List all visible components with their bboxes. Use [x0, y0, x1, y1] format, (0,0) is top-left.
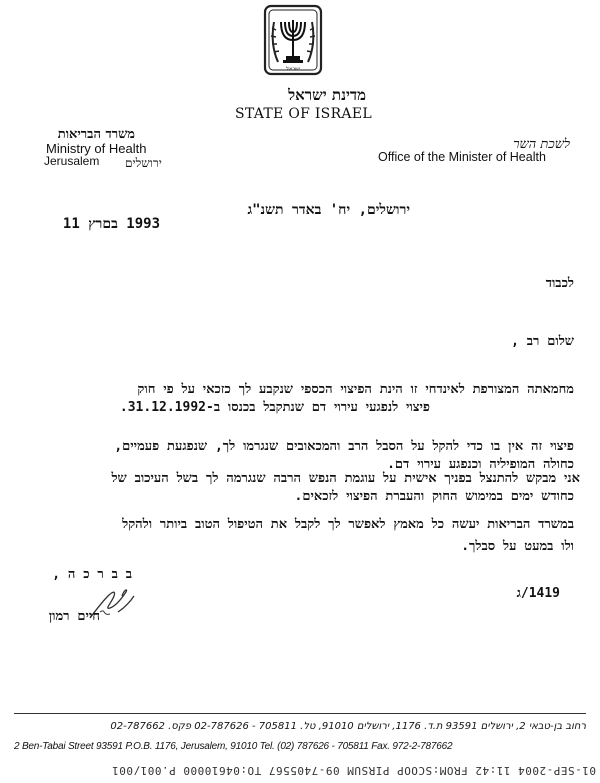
state-emblem-icon: [262, 4, 324, 76]
greeting: שלום רב ,: [511, 334, 574, 349]
footer-divider: [14, 713, 586, 714]
state-name-english: STATE OF ISRAEL: [235, 106, 372, 122]
closing: ב ב ר כ ה ,: [52, 567, 132, 582]
paragraph-3-line-1: אני מבקש להתנצל בפניך אישית על עוגמת הנפש הרבה שנגרמה לך בשל העיכוב של: [111, 471, 580, 486]
office-name-hebrew: לשכת השר: [513, 137, 570, 152]
ministry-city-hebrew: ירושלים: [125, 156, 162, 170]
footer-address-english: 2 Ben-Tabai Street 93591 P.O.B. 1176, Jerusalem, 91010 Tel. (02) 787626 - 705811 Fax. 972-2-787662: [14, 741, 453, 752]
paragraph-3-line-2: כחודש ימים במימוש החוק והעברת הפיצוי לזכאים.: [294, 489, 574, 504]
ministry-city-english: Jerusalem: [44, 154, 100, 168]
paragraph-2-line-2: כחולה המופיליה וכנפגע עירוי דם.: [387, 457, 574, 472]
paragraph-4-line-1: במשרד הבריאות יעשה כל מאמץ לאפשר לך לקבל את הטיפול הטוב ביותר ולהקל: [122, 517, 574, 532]
signatory-name: חיים רמון: [48, 609, 100, 624]
fax-transmission-header: 01-SEP-2004 11:42 FROM:SCOOP PIRSUM 09-7405567 TO:04610000 P.001/001: [111, 764, 596, 777]
svg-text:ישראל: ישראל: [286, 66, 300, 72]
footer-address-hebrew: רחוב בן-טבאי 2, ירושלים 93591 ת.ד. 1176, ירושלים 91010, טל. 705811 - 02-787626 פקס. 02-787662: [110, 721, 586, 732]
paragraph-2-line-1: פיצוי זה אין בו כדי להקל על הסבל הרב והמכאובים שנגרמו לך, שנפגעת פעמיים,: [114, 439, 574, 454]
ministry-name-hebrew: משרד הבריאות: [57, 127, 135, 142]
state-name-hebrew: מדינת ישראל: [288, 86, 366, 104]
office-name-english: Office of the Minister of Health: [378, 150, 546, 164]
ministry-name-english: Ministry of Health: [46, 141, 147, 156]
paragraph-1-line-2: פיצוי לנפגעי עירוי דם שנתקבל בכנסו ב-31.12.1992.: [119, 400, 430, 415]
paragraph-1-line-1: מחמאתה המצורפת לאינדחי זו הינת הפיצוי הכספי שנקבע לך כזכאי על פי חוק: [137, 382, 574, 397]
letter-date-gregorian: 1993 בםרץ 11: [62, 216, 160, 232]
paragraph-4-line-2: ולו במעט על סבלך.: [461, 539, 574, 554]
reference-number: 1419/ג: [516, 586, 560, 601]
recipient-salutation: לכבוד: [545, 276, 574, 291]
letter-date-hebrew: ירושלים, יח' באדר תשנ"ג: [247, 202, 410, 218]
